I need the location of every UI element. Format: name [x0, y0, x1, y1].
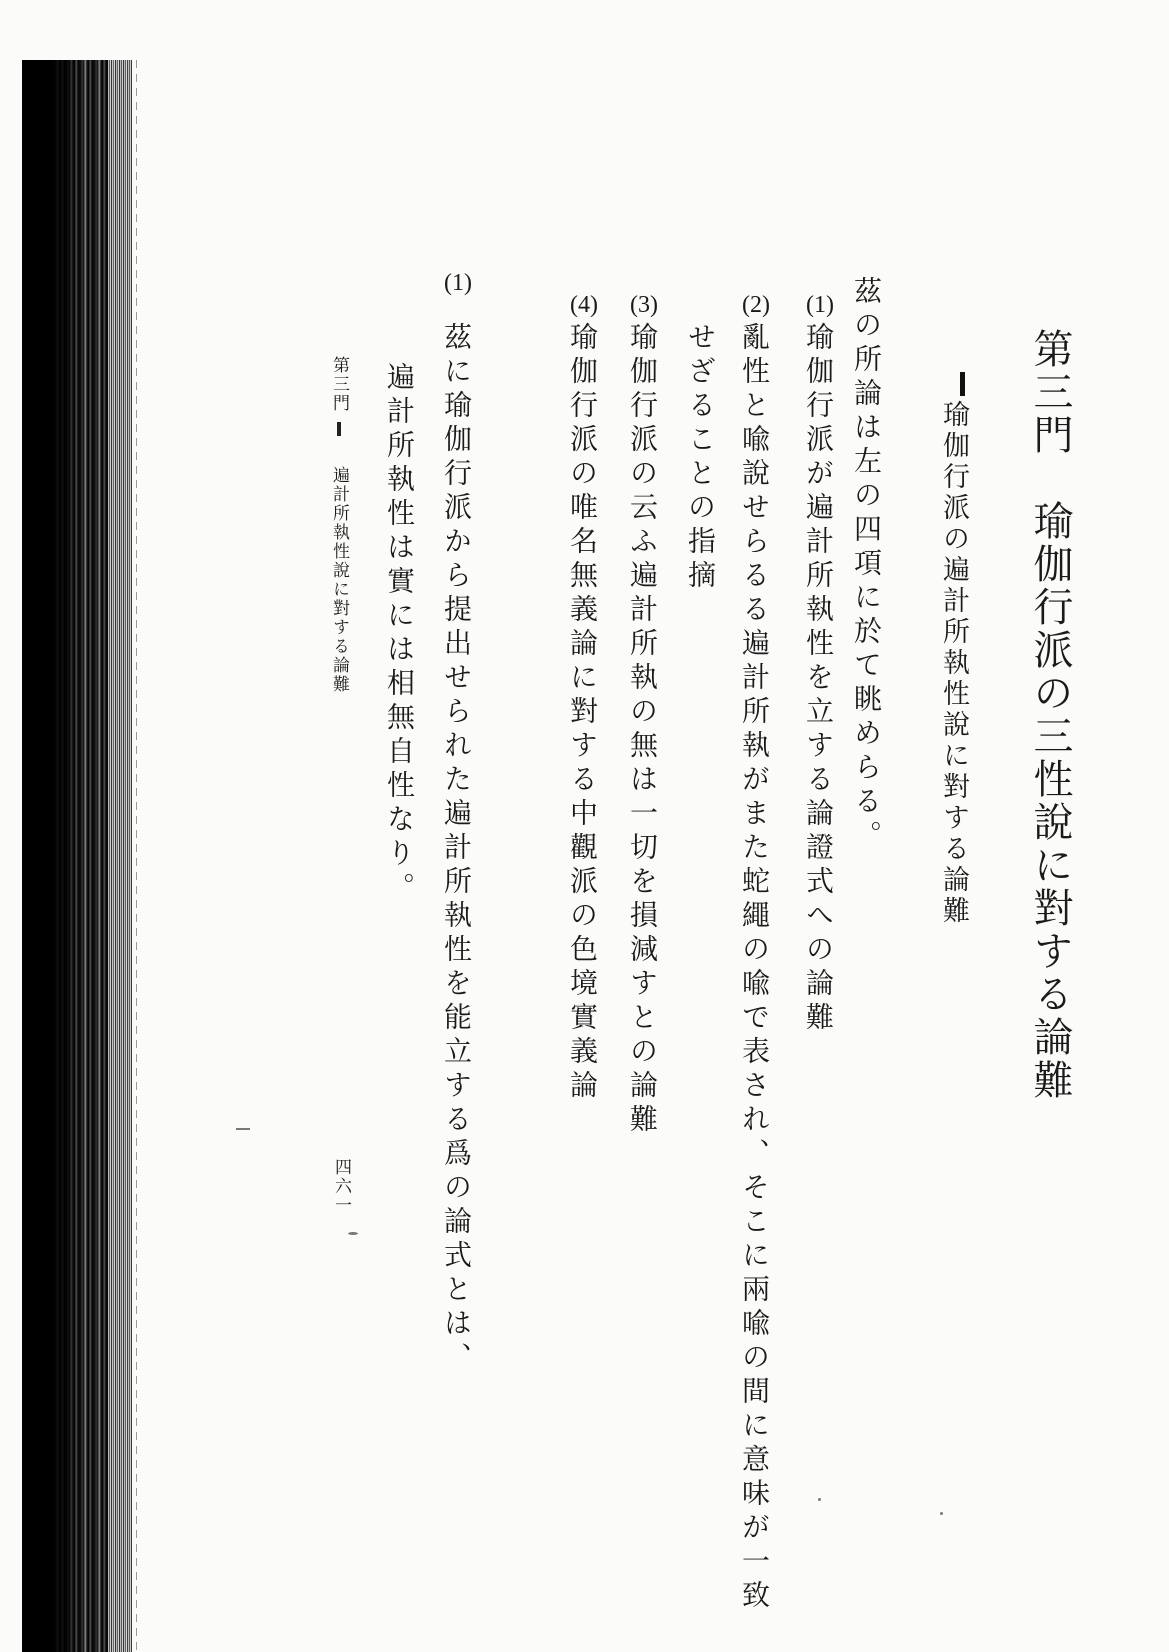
page-edge-line — [136, 60, 137, 1652]
item-4-text: 瑜伽行派の唯名無義論に對する中觀派の色境實義論 — [566, 322, 599, 1104]
scan-speck — [818, 1498, 821, 1501]
chapter-title: 第三門 瑜伽行派の三性說に對する論難 — [1027, 328, 1073, 1102]
item-2-text-continued: せざることの指摘 — [684, 322, 717, 594]
item-3-number: (3) — [630, 292, 658, 318]
item-1-number: (1) — [806, 292, 834, 318]
scan-speck — [940, 1512, 943, 1515]
item-2-text: 亂性と喩說せらるる遍計所執がまた蛇繩の喩で表され、そこに兩喩の間に意味が一致 — [738, 322, 771, 1614]
proof-text-line-2: 遍計所執性は實には相無自性なり。 — [383, 362, 416, 906]
item-4-number: (4) — [570, 292, 598, 318]
running-head-title: 遍計所執性說に對する論難 — [329, 466, 349, 694]
section-subtitle: 瑜伽行派の遍計所執性說に對する論難 — [938, 400, 969, 927]
intro-text: 茲の所論は左の四項に於て眺めらる。 — [850, 276, 883, 854]
page-number: 四六一 — [331, 1158, 351, 1215]
scan-speck — [348, 1232, 358, 1235]
proof-number: (1) — [444, 270, 472, 296]
scan-speck — [236, 1128, 250, 1130]
item-2-number: (2) — [742, 292, 770, 318]
running-head-part: 第三門 — [329, 356, 349, 413]
proof-text-line-1: 茲に瑜伽行派から提出せられた遍計所執性を能立する爲の論式とは、 — [440, 322, 473, 1376]
item-1-text: 瑜伽行派が遍計所執性を立する論證式への論難 — [802, 322, 835, 1036]
book-binding-edge — [22, 60, 132, 1652]
section-mark — [960, 372, 965, 396]
running-head-mark — [337, 422, 341, 436]
item-3-text: 瑜伽行派の云ふ遍計所執の無は一切を損減すとの論難 — [626, 322, 659, 1138]
